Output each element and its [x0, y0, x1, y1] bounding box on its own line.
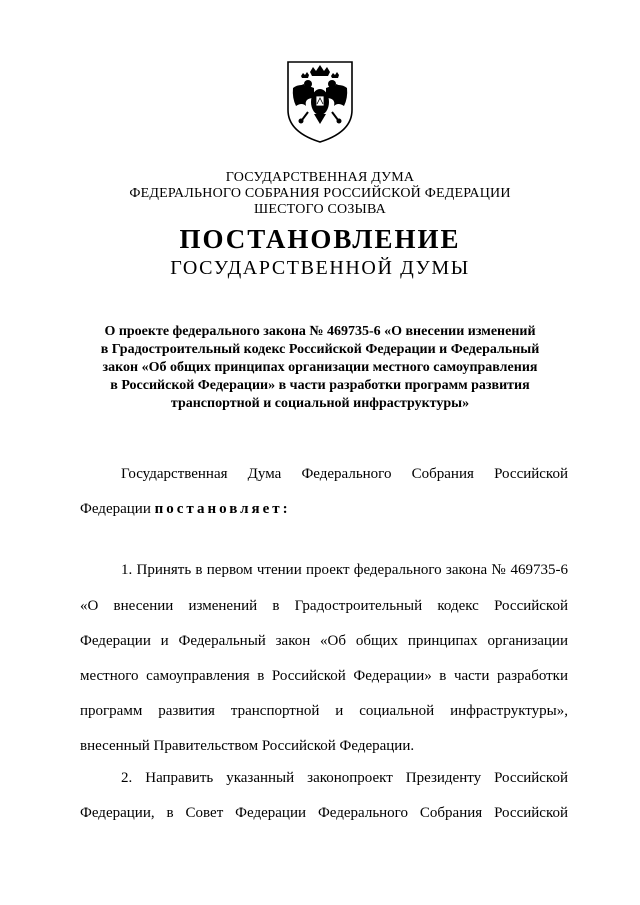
item-line: программ развития транспортной и социальной инфраструктуры»,	[80, 703, 568, 719]
subject-line: в Градостроительный кодекс Российской Федерации и Федеральный	[100, 342, 540, 357]
organization-full-name: ФЕДЕРАЛЬНОГО СОБРАНИЯ РОССИЙСКОЙ ФЕДЕРАЦИИ	[129, 186, 511, 201]
subject-line: закон «Об общих принципах организации местного самоуправления	[102, 360, 538, 375]
subject-line: в Российской Федерации» в части разработки программ развития	[110, 378, 530, 393]
item-line: Федерации и Федеральный закон «Об общих принципах организации	[80, 633, 568, 649]
preamble-decision-verb: постановляет:	[154, 501, 291, 517]
coat-of-arms-emblem	[284, 58, 356, 144]
subject-line: транспортной и социальной инфраструктуры»	[170, 396, 470, 411]
item-line: 1. Принять в первом чтении проект федерального закона № 469735-6	[121, 562, 568, 578]
preamble-line: Государственная Дума Федерального Собрания Российской	[121, 466, 568, 482]
item-line: внесенный Правительством Российской Федерации.	[80, 738, 415, 754]
preamble-line	[80, 500, 568, 518]
item-line: 2. Направить указанный законопроект Президенту Российской	[121, 770, 568, 786]
preamble-federation: Федерации	[80, 501, 151, 517]
item-line: местного самоуправления в Российской Федерации» в части разработки	[80, 668, 568, 684]
subject-line: О проекте федерального закона № 469735-6 «О внесении изменений	[104, 324, 536, 339]
item-line: «О внесении изменений в Градостроительный кодекс Российской	[80, 598, 568, 614]
item-line: Федерации, в Совет Федерации Федерального Собрания Российской	[80, 805, 568, 821]
document-type-title: ПОСТАНОВЛЕНИЕ	[179, 224, 461, 254]
document-issuer-title: ГОСУДАРСТВЕННОЙ ДУМЫ	[170, 257, 470, 279]
convocation: ШЕСТОГО СОЗЫВА	[254, 202, 386, 217]
organization-name: ГОСУДАРСТВЕННАЯ ДУМА	[225, 170, 415, 185]
